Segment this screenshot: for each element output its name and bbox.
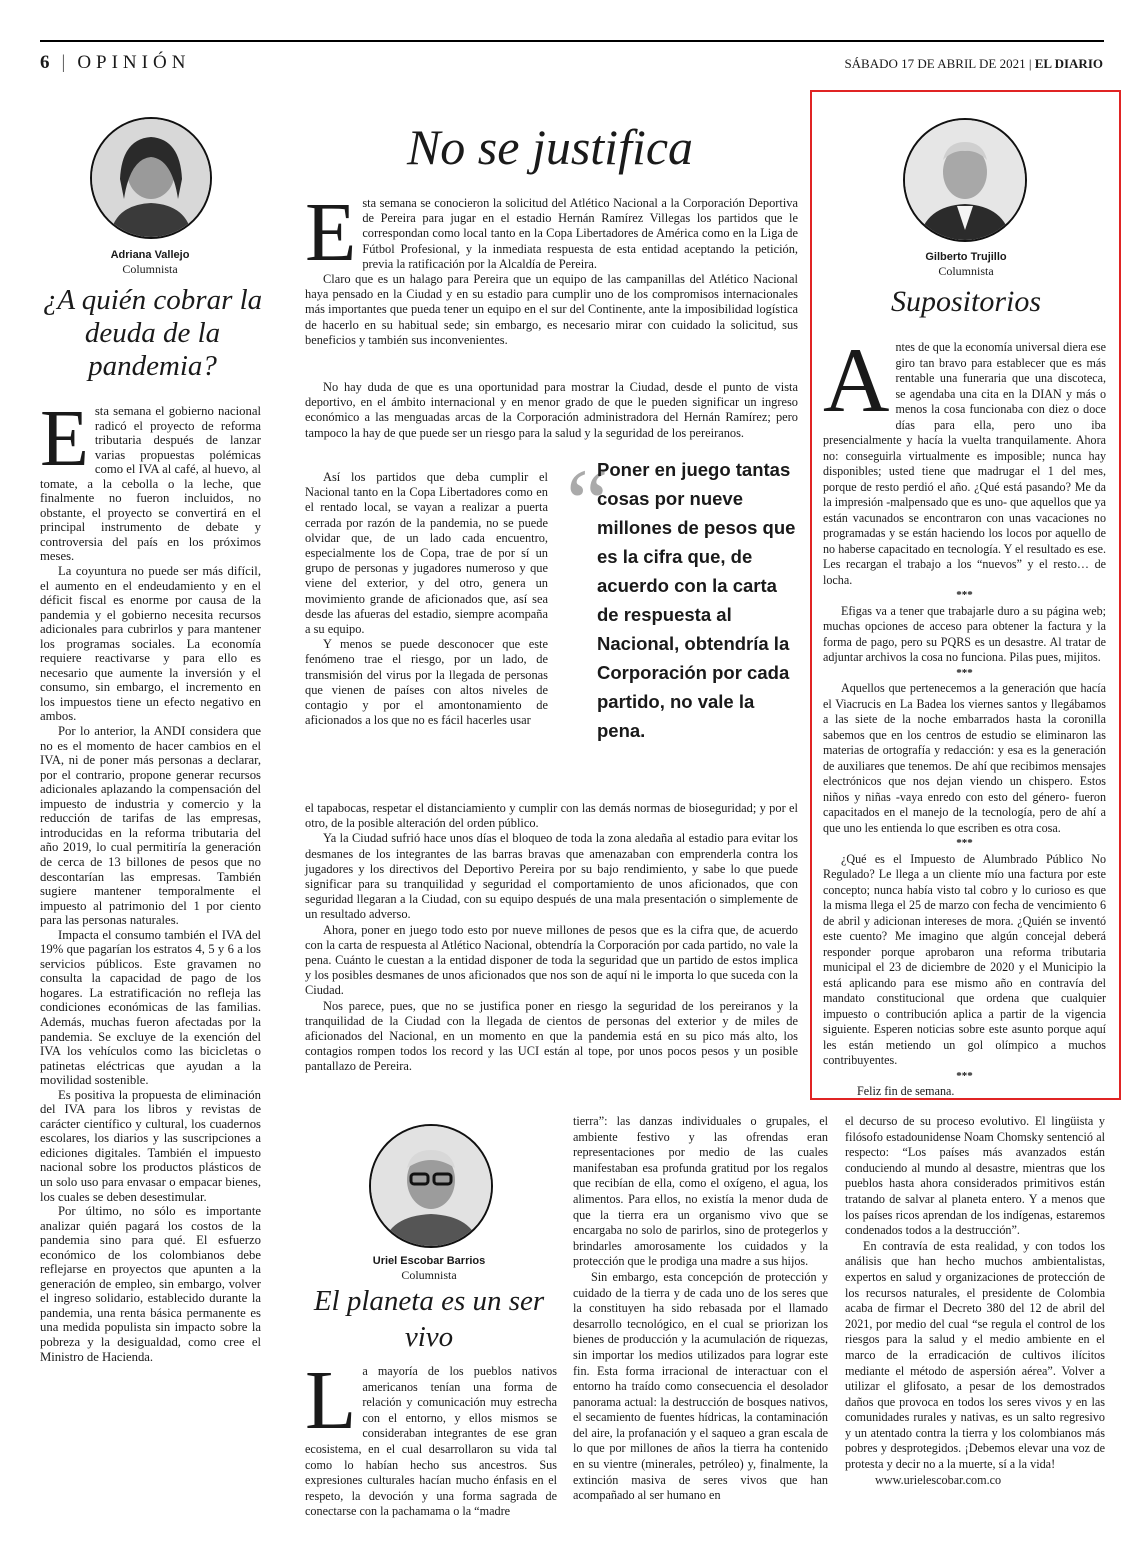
column-body-uriel-3: el decurso de su proceso evolutivo. El lingüista y filósofo estadounidense Noam Chomsky sentenció al respecto: “Los países más avanzados están conduciendo al mundo al desastre, mientras que los pueblos hasta ahora considerados primitivos están tratando de salvar al planeta entero. Y a menos que los países ricos aprendan de los indígenas, estaremos condenados todos a la destrucción”. En contravía de esta realidad, y con todos los análisis que han hecho muchos ambientalistas, expertos en salud y organizaciones de protección de los recursos naturales, el presidente de Colombia acaba de firmar el Decreto 380 del 12 de abril del 2021, por medio del cual “se regula el control de los riesgos para la salud y el medio ambiente en el marco de la erradicación de cultivos ilícitos mediante el método de aspersión aérea”. Volver a utilizar el glifosato, a pesar de los demostrados daños que provoca en todos los seres vivos y en las comunidades rurales y nativas, es un salto regresivo y un atentado contra la tierra y los colombianos más pobres y desprotegidos. ¡Debemos elevar una voz de protesta y decir no a la muerte, sí a la vida! www.urielescobar.com.co — [845, 1114, 1105, 1487]
editorial-body-bottom: el tapabocas, respetar el distanciamiento y cumplir con las demás normas de bioseguridad; y por el otro, de la posible alteración del orden público. Ya la Ciudad sufrió hace unos días el bloqueo de toda la zona aledaña al estadio para evitar los desmanes de los integrantes de las barras bravas que amenazaban con emprenderla contra los jugadores y los directivos del Deportivo Pereira por su bajo rendimiento, y sabe lo que puede significar para su tranquilidad y seguridad el comportamiento de unos aficionados, que con seguridad llegaran a la Ciudad, con su equipo después de una mala presentación o simplemente de un resultado adverso. Ahora, poner en juego todo esto por nueve millones de pesos que es la cifra que, de acuerdo con la carta de respuesta al Atlético Nacional, obtendría la Corporación por cada partido, no vale la pena. Cuánto le cuestan a la entidad disponer de toda la seguridad que un partido de estos implica y los posibles desmanes de unos aficionados que nos son de aquí ni le importa lo que suceda con la Ciudad. Nos parece, pues, que no se justifica poner en riesgo la seguridad de los pereiranos y la tranquilidad de la Ciudad con la llegada de cientos de personas del exterior y de miles de aficionados del Nacional, en un momento en que la pandemia está en su pico más alto, los contagios rompen todos los record y las UCI están al tope, por unos pocos pesos y un posible pantallazo de Pereira. — [305, 801, 798, 1074]
drop-cap: L — [305, 1354, 357, 1447]
column-body-gilberto: Antes de que la economía universal diera ese giro tan bravo para establecer que es más rentable una funeraria que una discoteca, se agendaba una cita en la DIAN y más o menos la cosa funcionaba con diez o doce días para ella, pero uno iba presencialmente y hacía la vuelta tranquilamente. Ahora no: conseguirla virtualmente es imposible; nunca hay disponibles; usted tiene que madrugar el 1 del mes, porque de resto perdió el año. ¿Qué está pasando? Me da la impresión -malpensado que es uno- que aquellos que ya están vacunados se encontraron con unas vacaciones no programadas y se están haciendo los locos por aquello de no haberse capacitado en tecnología. Y el resultado es ese. Les recargan el trabajo a los “nuevos” y el resto… de locha. *** Efigas va a tener que trabajarle duro a su página web; muchas opciones de acceso para obtener la factura y la forma de pago, pero su PQRS es un desastre. Al tratar de adjuntar archivos la cosa no funciona. Pilas pues, mijitos. *** Aquellos que pertenecemos a la generación que hacía el Viacrucis en La Badea los viernes santos y llegábamos a las siete de la noche embarrados hasta la coronilla sabemos que en los centros de estudio se eliminaron las materias de ortografía y redacción: y esa es la generación de auxiliares que tenemos. De ahí que recibimos mensajes electrónicos que nos dejan viendo un chispero. Estos niños y niñas -vaya enredo con esto del género- fueron capacitados en el manejo de la tecnología, pero de ahí a que uno les entienda lo que escriben es otra cosa. *** ¿Qué es el Impuesto de Alumbrado Público No Regulado? Le llega a un cliente mío una factura por este concepto; nunca había visto tal cobro y lo curioso es que la misma llega el 25 de marzo con fecha de vencimiento 6 de abril y adicionan intereses de mora. ¿Quién se inventó este cuento? Me imagino que algún concejal deberá responder porque aprobaron una reforma tributaria municipal el 23 de diciembre de 2020 y el Municipio la está aplicando para ese mismo año en contravía del mandato constitucional que ordena que cualquier impuesto o contribución aplica a partir de la vigencia siguiente. Esperen noticias sobre este asunto porque aquí les están metiendo un gol olímpico a muchos contribuyentes. *** Feliz fin de semana. — [823, 329, 1106, 1098]
issue-date: SÁBADO 17 DE ABRIL DE 2021 — [844, 56, 1026, 71]
page-number: 6 — [40, 52, 52, 73]
editorial-body-top: Esta semana se conocieron la solicitud del Atlético Nacional a la Corporación Deportiva de Pereira para jugar en el estadio Hernán Ramírez Villegas los partidos que le correspondan como local tanto en la Copa Libertadores de América como en la Liga de Fútbol Profesional, y la inmediata respuesta de esta entidad aceptando la petición, previa la ratificación por la Alcaldía de Pereira. Claro que es un halago para Pereira que un equipo de las campanillas del Atlético Nacional haya pensado en la Ciudad y en su estadio para cumplir uno de los compromisos internacionales más importantes que pueda tener un equipo en el sur del Continente, ante la imposibilidad logística de hacerlo en su habitual sede; sin embargo, es necesario mirar con cuidado la solicitud, sus beneficios y también sus inconvenientes. — [305, 186, 798, 347]
author-website: www.urielescobar.com.co — [875, 1472, 1002, 1487]
column-title-adriana: ¿A quién cobrar la deuda de la pandemia? — [42, 284, 263, 382]
page-header-right: SÁBADO 17 DE ABRIL DE 2021 | EL DIARIO — [844, 56, 1103, 71]
pull-quote: Poner en juego tantas cosas por nueve millones de pesos que es la cifra que, de acuerdo con la carta de respuesta al Nacional, obtendría la Corporación por cada partido, no vale la pena. — [597, 459, 796, 741]
author-role-uriel: Columnista — [401, 1268, 457, 1282]
page-header-left: 6 | OPINIÓN — [40, 52, 191, 73]
paper-name: EL DIARIO — [1034, 56, 1103, 71]
author-photo-uriel — [369, 1124, 493, 1248]
section-name: OPINIÓN — [77, 52, 191, 73]
drop-cap: E — [40, 395, 89, 483]
header-rule — [40, 40, 1104, 42]
column-body-uriel-1: La mayoría de los pueblos nativos americanos tenían una forma de relación y comunicación muy estrecha con el entorno, y ellos mismos se consideraban integrantes de ese gran ecosistema, en el cual desarrollaron su vida tal como lo habían hecho sus ancestros. Sus expresiones culturales hacían mucho énfasis en el respeto, la devoción y una forma sagrada de conectarse con la pachamama o la “madre — [305, 1354, 557, 1519]
author-photo-adriana — [90, 117, 212, 239]
editorial-title: No se justifica — [406, 119, 694, 175]
drop-cap: A — [823, 329, 890, 431]
drop-cap: E — [305, 186, 357, 279]
column-title-gilberto: Supositorios — [890, 285, 1042, 318]
author-name-uriel: Uriel Escobar Barrios — [372, 1255, 486, 1267]
author-name-gilberto: Gilberto Trujillo — [925, 251, 1007, 263]
column-title-uriel: El planeta es un ser vivo — [313, 1285, 545, 1353]
editorial-body-p3: No hay duda de que es una oportunidad para mostrar la Ciudad, desde el punto de vista deportivo, en el ámbito internacional y en menor grado de que le pueden significar un ingreso económico a las menguadas arcas de la Corporación administradora del Hernán Ramírez; pero tampoco la hay de que puede ser un riesgo para la salud y la seguridad de los pereiranos. — [305, 380, 798, 440]
author-name-adriana: Adriana Vallejo — [110, 249, 190, 261]
author-role-adriana: Columnista — [122, 262, 178, 276]
column-body-uriel-2: tierra”: las danzas individuales o grupales, el ambiente festivo y las ofrendas eran representaciones por medio de las cuales manifestaban esa profunda gratitud por los regalos que recibían de ella, como el oxígeno, el agua, los alimentos. Para ellos, no existía la menor duda de que la tierra era un organismo vivo que se encargaba no solo de parirlos, sino de protegerlos y brindarles amorosamente los cuidados y la protección que le prodiga una madre a sus hijos. Sin embargo, esta concepción de protección y cuidado de la tierra y de cada uno de los seres que la constituyen ha sido rebasada por el llamado desarrollo tecnológico, en el cual se priorizan los bienes de producción y la acumulación de riquezas, sin importar los medios utilizados para lograr este fin. Esta forma irracional de interactuar con el entorno ha traído como consecuencia el desolador panorama actual: la destrucción de bosques nativos, el secamiento de fuentes hídricas, la contaminación del aire, la profanación y el saqueo a gran escala de lo que por millones de años la tierra ha contenido en su vientre (minerales, petróleo) y, finalmente, la extinción masiva de seres vivos que han acompañado al ser humano en — [573, 1114, 828, 1503]
editorial-body-narrow: Así los partidos que deba cumplir el Nacional tanto en la Copa Libertadores como en el rentado local, se vayan a realizar a puerta cerrada por razón de la pandemia, no se puede olvidar que, de un lado cada encuentro, especialmente los de Copa, trae de por sí un grupo de personas y jugadores numeroso y que viene del exterior, y del otro, genera un movimiento grande de aficionados que, así sea desde las afueras del estadio, siempre acompaña a su equipo. Y menos se puede desconocer que este fenómeno trae el riesgo, por un lado, de transmisión del virus por la llegada de personas que vienen de países con altos niveles de contagio y por el amontonamiento de aficionados a los que no es fácil hacerles usar — [305, 470, 548, 728]
column-body-adriana: Esta semana el gobierno nacional radicó el proyecto de reforma tributaria después de lanzar varias propuestas polémicas como el IVA al café, al huevo, al tomate, a la cebolla o la leche, que finalmente no fueron incluidos, no obstante, el proyecto se convertirá en el principal instrumento de debate y controversia del país en los próximos meses. La coyuntura no puede ser más difícil, el aumento en el endeudamiento y en el déficit fiscal es enorme por causa de la pandemia y el gobierno necesita recursos adicionales para cubrirlos y para mantener los programas sociales. La economía requiere reactivarse y para ello es necesario que aumente la inversión y el consumo, sin embargo, el incremento en los impuestos tiene un efecto negativo en ambos. Por lo anterior, la ANDI considera que no es el momento de hacer cambios en el IVA, ni de poner más personas a declarar, por el contrario, propone generar recursos adicionales aplazando la compensación del impuesto de industria y comercio y la reducción de tarifas de las empresas, introducidas en la reforma tributaria del año 2019, lo cual permitiría la generación de cerca de 13 billones de pesos que no descontarían las empresas. También sugiere mantener temporalmente el impuesto al patrimonio del 1 por ciento para las personas naturales. Impacta el consumo también el IVA del 19% que pagarían los estratos 4, 5 y 6 a los servicios públicos. Este gravamen no consulta la capacidad de pago de los hogares. La estratificación no refleja las condiciones económicas de las familias. Además, muchas fueron afectadas por la pandemia. Se excluye de la exención del IVA los vehículos como las bicicletas o patinetas eléctricas que ayudan a la movilidad sostenible. Es positiva la propuesta de eliminación del IVA para los libros y revistas de carácter científico y cultural, los cuadernos escolares, los diarios y las suscripciones a ediciones digitales. También el impuesto nacional sobre los productos plásticos de un solo uso para envasar o empacar bienes, los cuales se deben desestimular. Por último, no sólo es importante analizar quién pagará los costos de la pandemia sino para qué. El esfuerzo económico de los colombianos debe reflejarse en proyectos que apunten a la generación de empleo, sin embargo, volver el ingreso solidario, establecido durante la pandemia, una renta básica permanente es una medida populista sin impacto sobre la pobreza y la desigualdad, como cree el Ministro de Hacienda. — [40, 395, 261, 1364]
author-role-gilberto: Columnista — [938, 264, 994, 278]
quote-mark-icon: “ — [566, 449, 609, 556]
author-photo-gilberto — [903, 118, 1027, 242]
